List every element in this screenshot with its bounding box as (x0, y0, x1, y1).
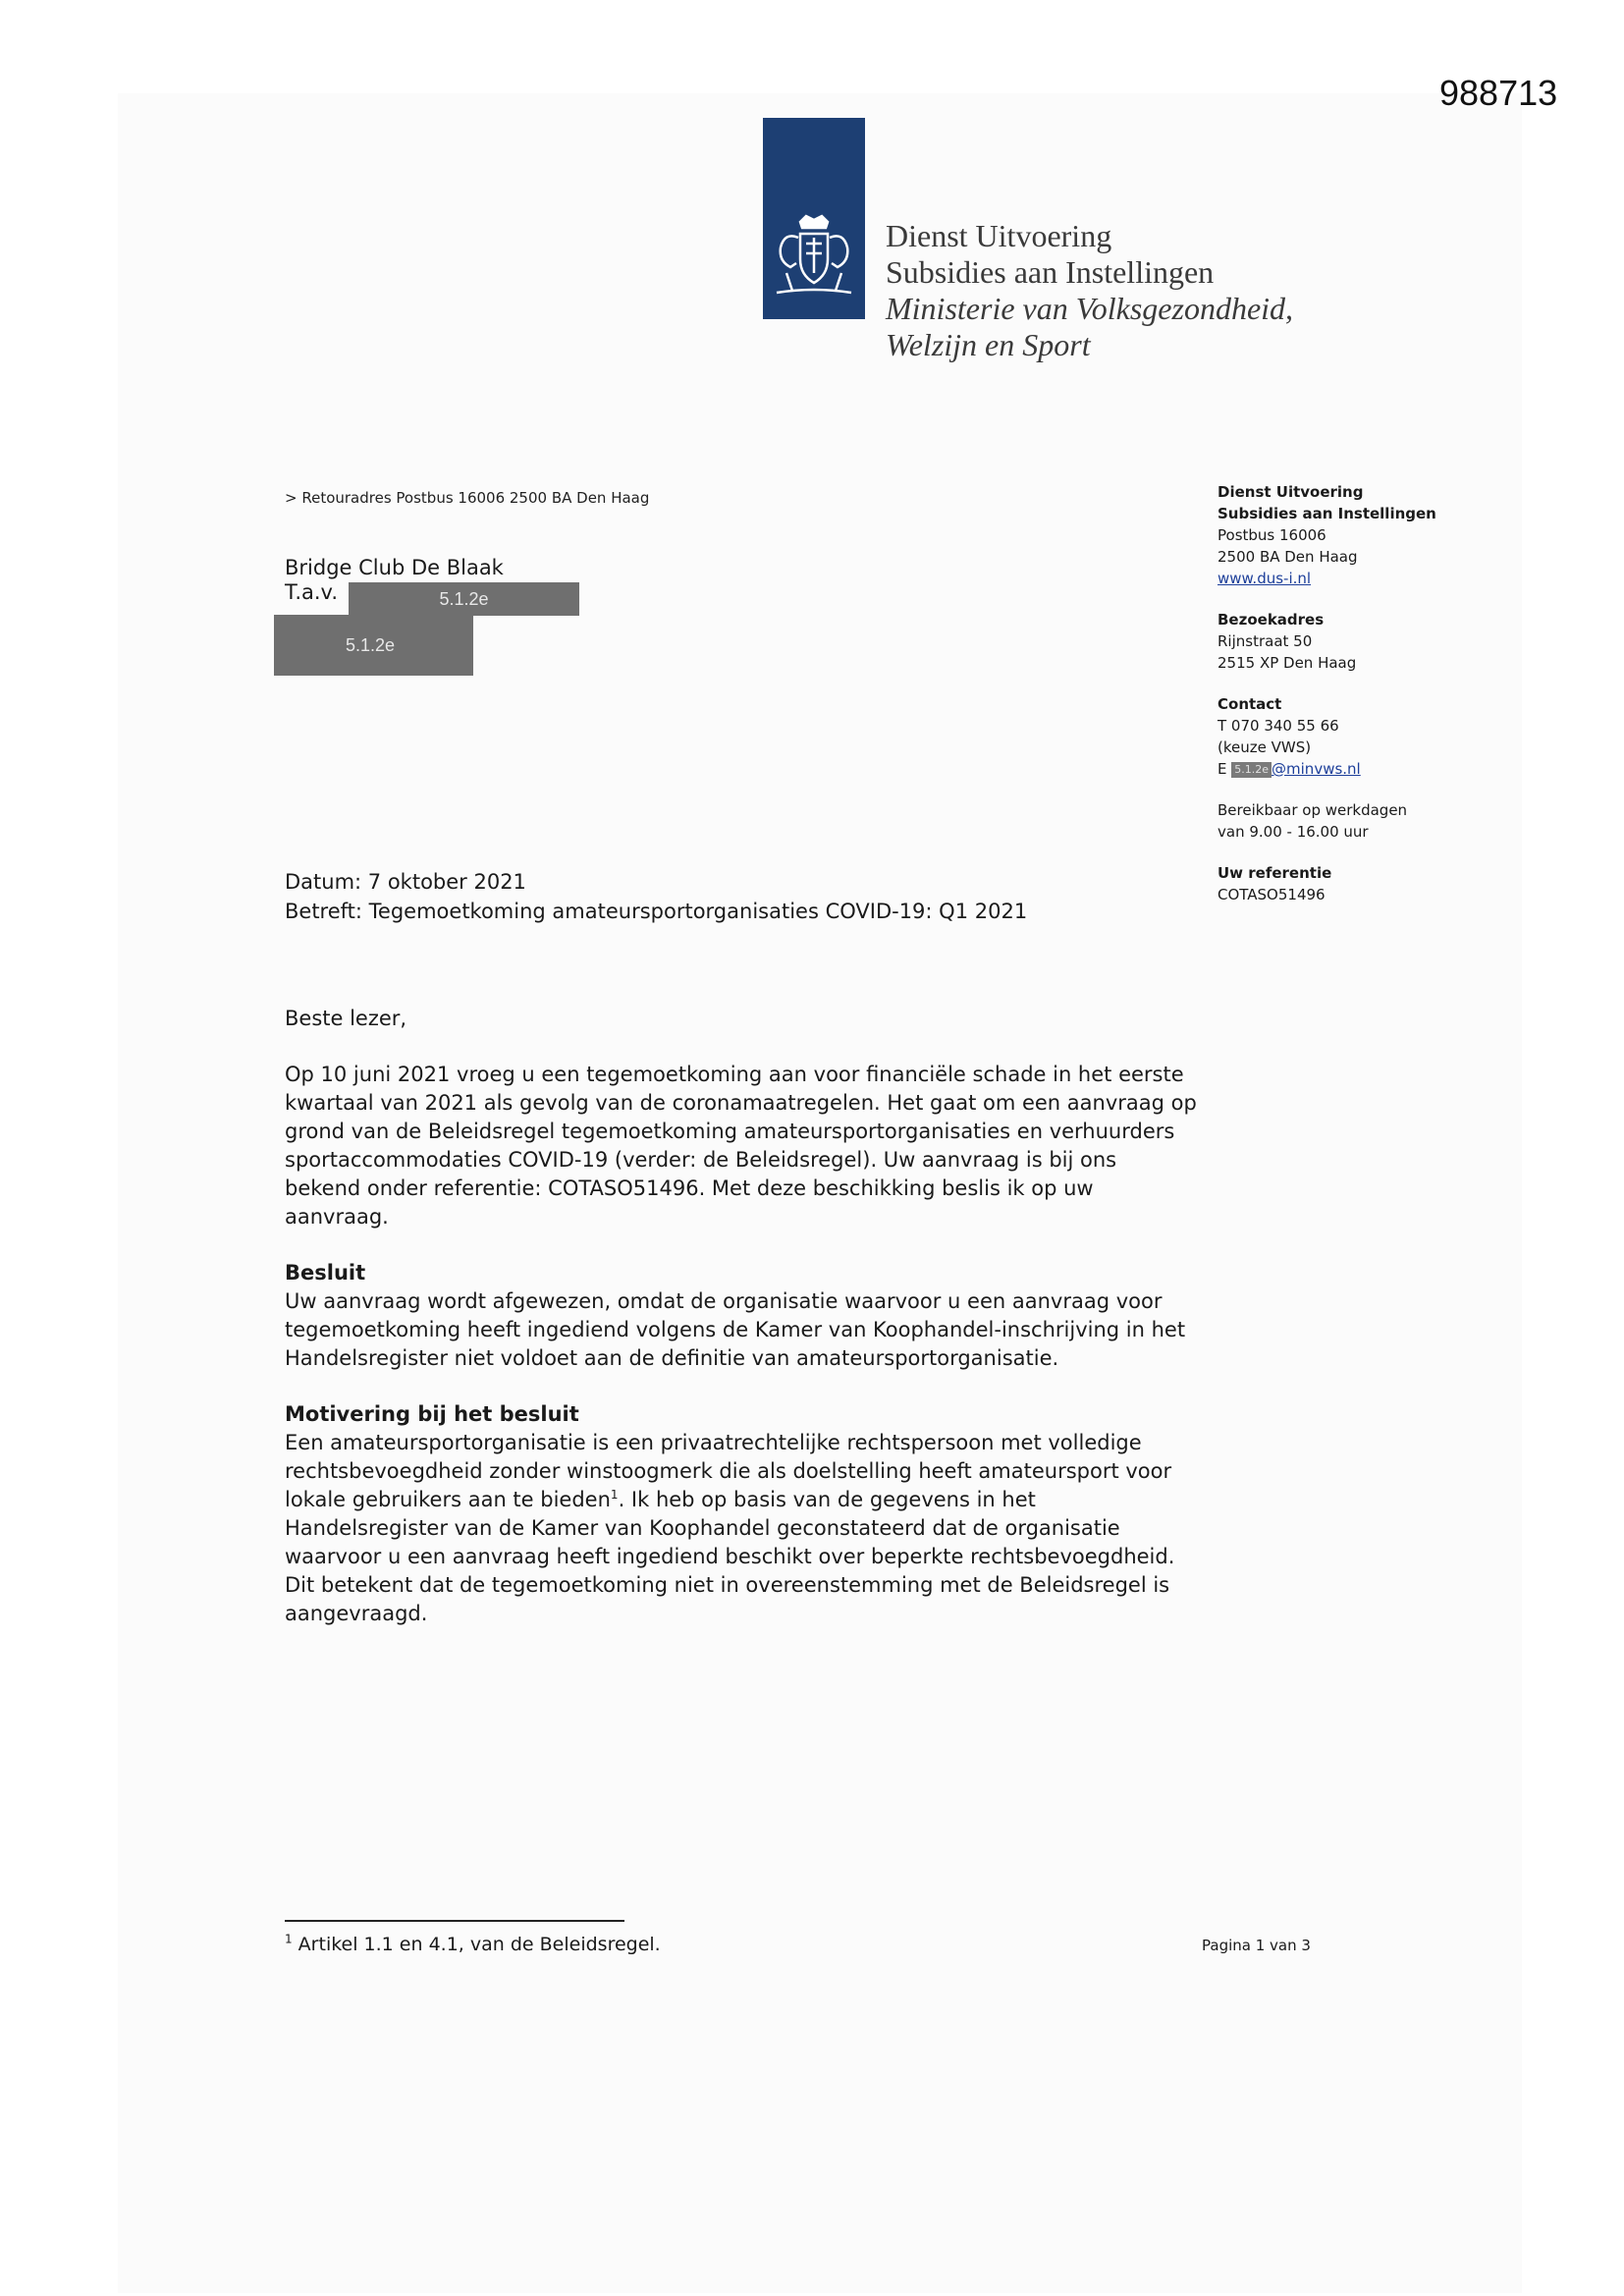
contact-email (1218, 758, 1502, 780)
recipient-attention: T.a.v. (285, 580, 339, 604)
letter-header (285, 867, 1027, 926)
motivation-text-part: . Ik heb op basis van de gegevens in het Handelsregister van de Kamer van Koophandel geconstateerd dat de organisatie waarvoor u een aanvraag heeft ingediend beschikt over beperkte rechtsbevoegdheid. Dit betekent dat de tegemoetkoming niet in overeenstemming met de Beleidsregel is aangevraagd. (285, 1488, 1175, 1625)
decision-text: Uw aanvraag wordt afgewezen, omdat de organisatie waarvoor u een aanvraag voor tegemoetkoming heeft ingediend volgens de Kamer van Koophandel-inschrijving in het Handelsregister niet voldoet aan de definitie van amateursportorganisatie. (285, 1289, 1186, 1370)
decision-heading: Besluit (285, 1261, 366, 1285)
visit-address (1218, 609, 1502, 674)
sidebar-postal-city: 2500 BA Den Haag (1218, 548, 1358, 566)
sender-sidebar (1218, 481, 1502, 925)
email-link[interactable]: @minvws.nl (1272, 760, 1361, 778)
website-link[interactable]: www.dus-i.nl (1218, 570, 1312, 587)
motivation-text (285, 1429, 1198, 1628)
reference-block (1218, 862, 1502, 905)
motivation-heading: Motivering bij het besluit (285, 1402, 579, 1426)
salutation: Beste lezer, (285, 1007, 407, 1030)
email-prefix: E (1218, 760, 1227, 778)
logo-wordmark (886, 218, 1293, 363)
footnote-text: Artikel 1.1 en 4.1, van de Beleidsregel. (292, 1934, 661, 1955)
availability (1218, 799, 1502, 843)
sidebar-postbus: Postbus 16006 (1218, 526, 1326, 544)
availability-line: van 9.00 - 16.00 uur (1218, 823, 1369, 841)
contact-phone: T 070 340 55 66 (1218, 717, 1339, 735)
decision-section (285, 1259, 1198, 1373)
page-number: Pagina 1 van 3 (1202, 1937, 1311, 1954)
letter-date: Datum: 7 oktober 2021 (285, 870, 526, 894)
availability-line: Bereikbaar op werkdagen (1218, 801, 1408, 819)
motivation-section (285, 1400, 1198, 1628)
recipient-name: Bridge Club De Blaak (285, 556, 504, 579)
footnote-number: 1 (285, 1932, 293, 1946)
visit-heading: Bezoekadres (1218, 611, 1325, 629)
sender-address (1218, 481, 1502, 589)
return-address: > Retouradres Postbus 16006 2500 BA Den Haag (285, 489, 650, 507)
coat-of-arms-icon (771, 214, 857, 301)
logo-org-line-2: Subsidies aan Instellingen (886, 254, 1215, 290)
intro-paragraph: Op 10 juni 2021 vroeg u een tegemoetkoming aan voor financiële schade in het eerste kwartaal van 2021 als gevolg van de coronamaatregelen. Het gaat om een aanvraag op grond van de Beleidsregel tegemoetkoming amateursportorganisaties en verhuurders sportaccommodaties COVID-19 (verder: de Beleidsregel). Uw aanvraag is bij ons bekend onder referentie: COTASO51496. Met deze beschikking beslis ik op uw aanvraag. (285, 1063, 1197, 1229)
contact-phone-note: (keuze VWS) (1218, 738, 1312, 756)
letter-subject: Betreft: Tegemoetkoming amateursportorganisaties COVID-19: Q1 2021 (285, 900, 1028, 923)
redaction-box: 5.1.2e (349, 582, 579, 616)
document-number: 988713 (1439, 73, 1558, 113)
redaction-box: 5.1.2e (274, 615, 473, 676)
visit-street: Rijnstraat 50 (1218, 632, 1313, 650)
sidebar-org-title: Dienst Uitvoering (1218, 483, 1364, 501)
logo-ministry-line-1: Ministerie van Volksgezondheid, (886, 291, 1294, 326)
visit-city: 2515 XP Den Haag (1218, 654, 1357, 672)
reference-value: COTASO51496 (1218, 886, 1326, 903)
contact-info (1218, 693, 1502, 780)
logo-ministry-line-2: Welzijn en Sport (886, 327, 1091, 362)
letter-body (285, 1005, 1198, 1656)
sidebar-org-title: Subsidies aan Instellingen (1218, 505, 1436, 522)
email-redaction: 5.1.2e (1231, 762, 1272, 778)
footnote-divider (285, 1920, 624, 1922)
logo-org-line-1: Dienst Uitvoering (886, 218, 1112, 253)
footnote-marker: 1 (610, 1488, 619, 1502)
reference-heading: Uw referentie (1218, 864, 1332, 882)
footnote (285, 1934, 661, 1955)
motivation-text-part: Een amateursportorganisatie is een privaatrechtelijke rechtspersoon met volledige rechtsbevoegdheid zonder winstoogmerk die als doelstelling heeft amateursport voor lokale gebruikers aan te bieden (285, 1431, 1172, 1511)
contact-heading: Contact (1218, 695, 1282, 713)
